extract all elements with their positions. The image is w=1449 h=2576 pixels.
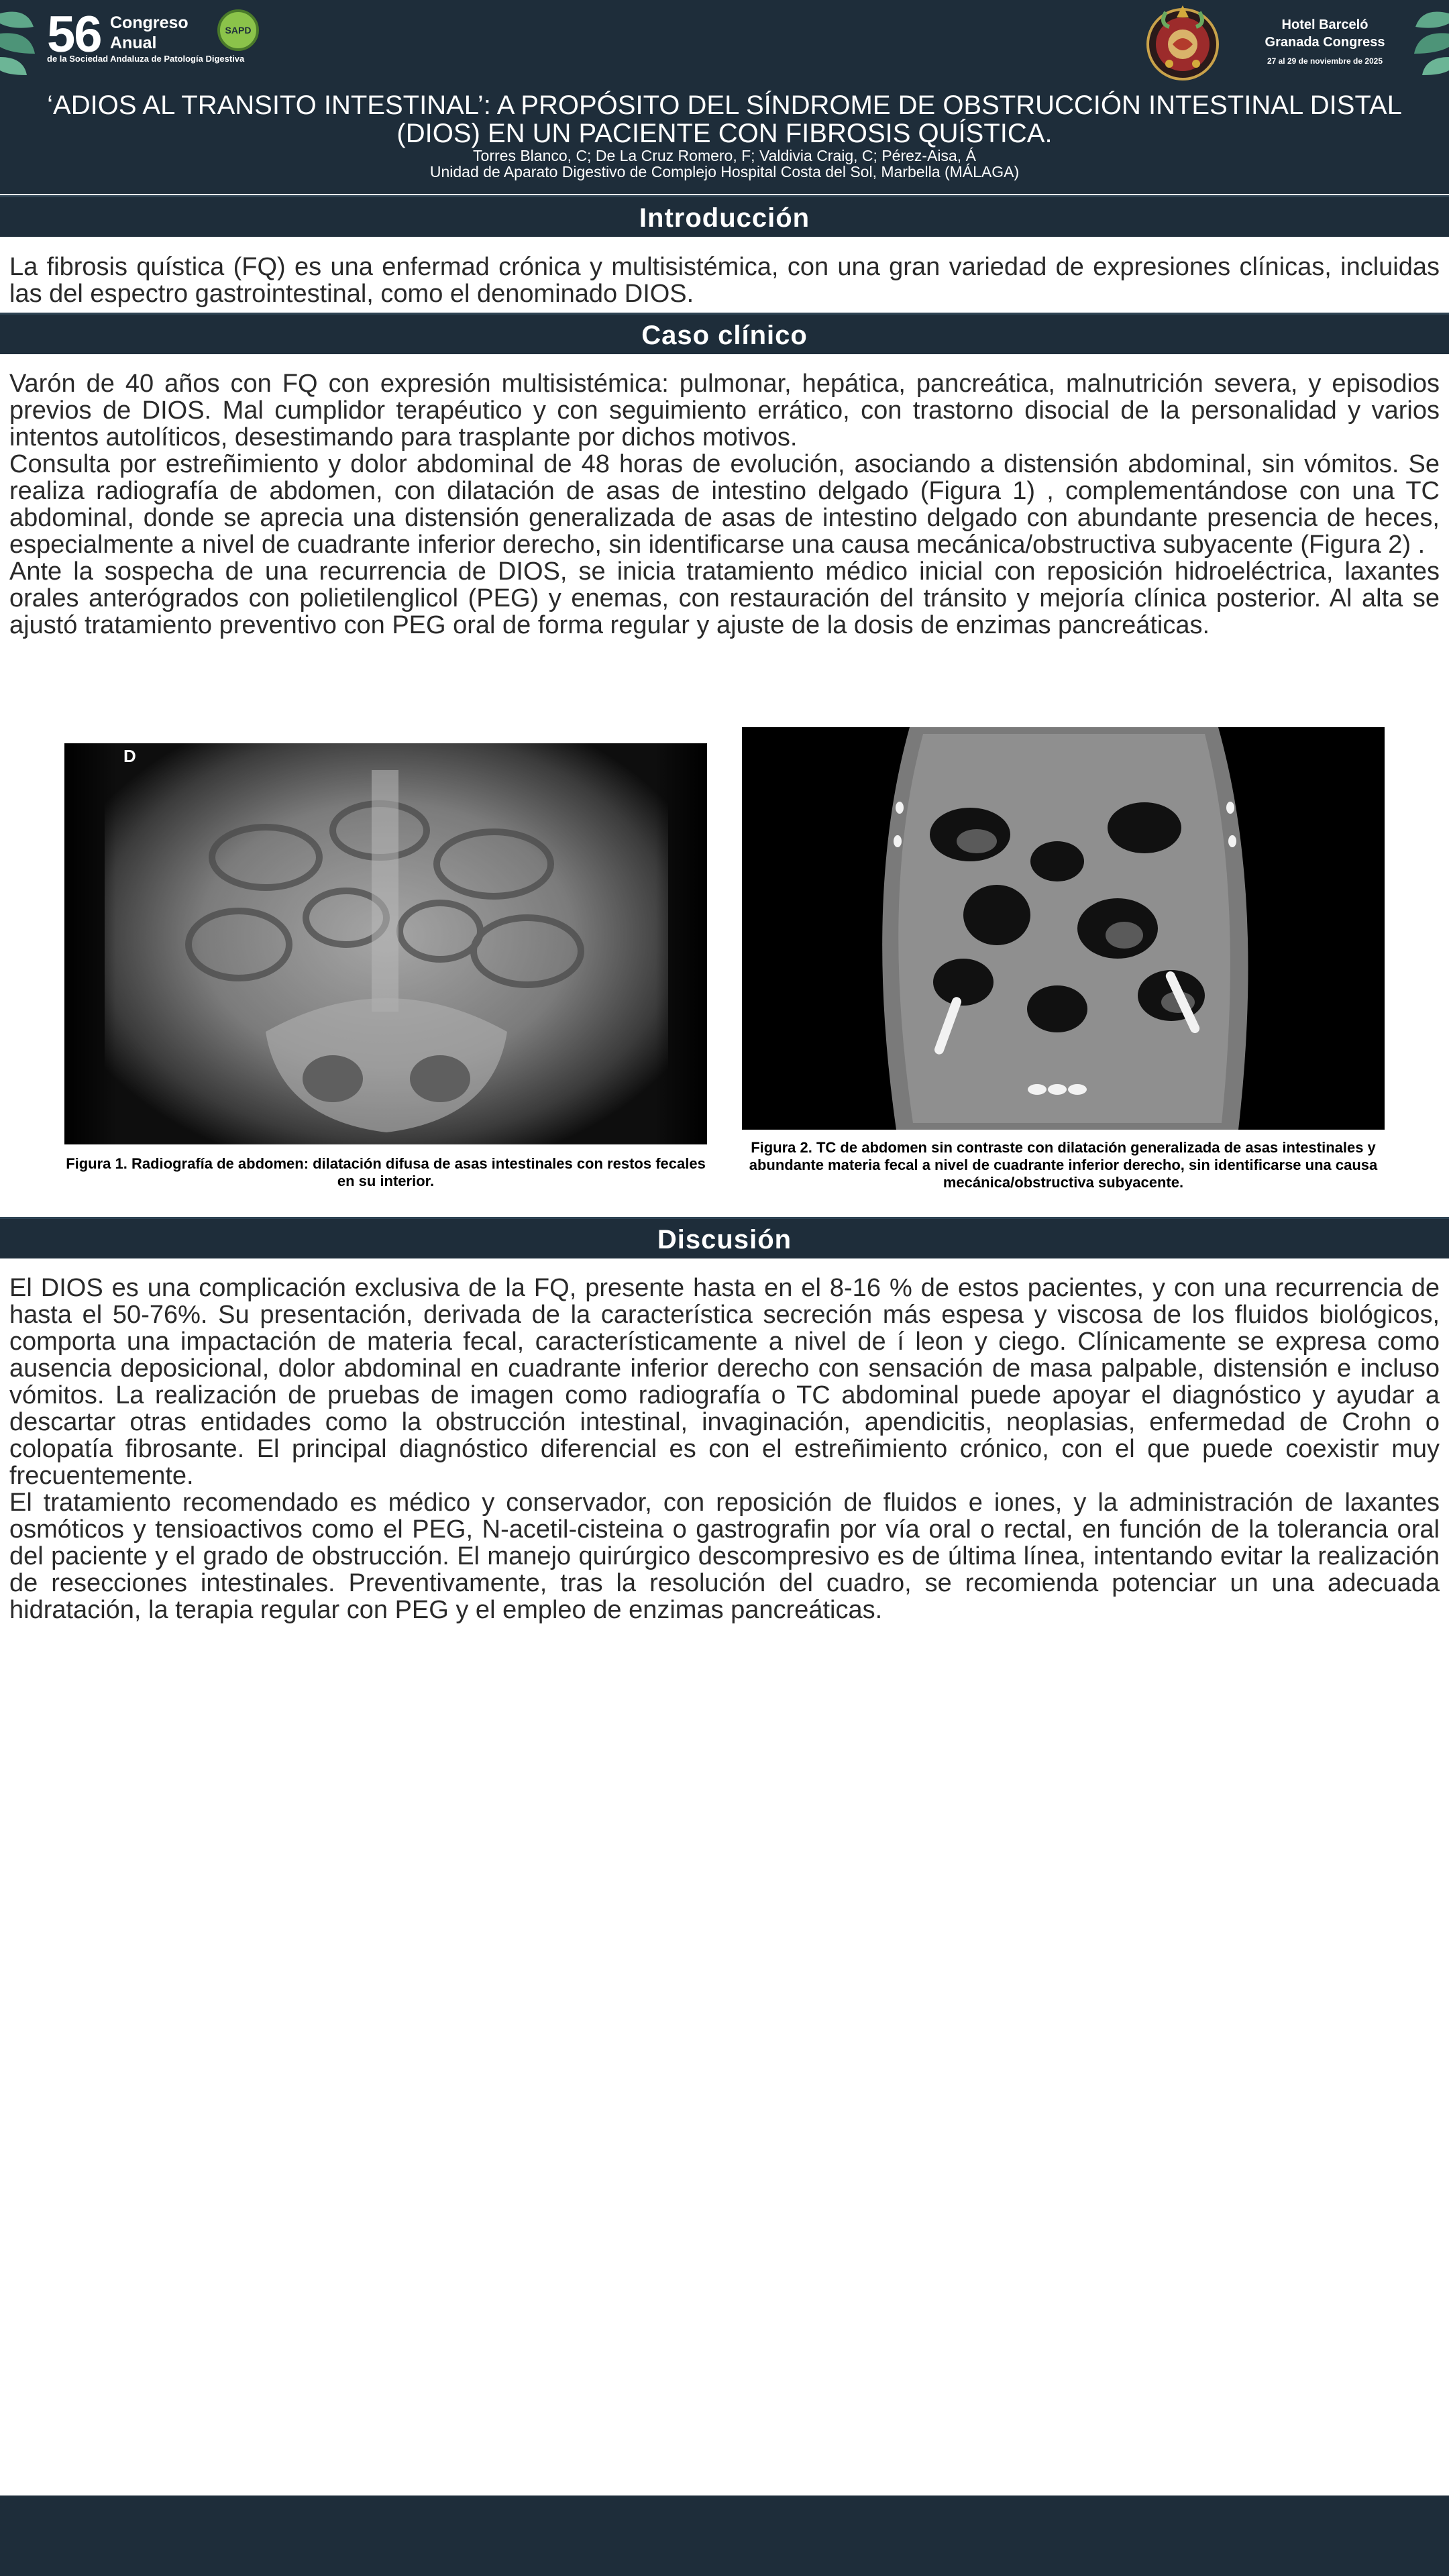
- figure-2-ct: [742, 727, 1385, 1130]
- figure-2-caption: Figura 2. TC de abdomen sin contraste con dilatación generalizada de asas intestinales y abundante materia fecal a nivel de cuadrante inferior derecho, sin identificarse una causa mecánica/obstructiva subyacente.: [749, 1139, 1378, 1191]
- intro-text: [9, 254, 1440, 307]
- case-paragraph: Consulta por estreñimiento y dolor abdominal de 48 horas de evolución, asociando a distensión abdominal, sin vómitos. Se realiza radiografía de abdomen, con dilatación de asas de intestino delgado (Figura 1) , complementándose con una TC abdominal, donde se aprecia una distensión generalizada de asas de intestino delgado con abundante presencia de heces, especialmente a nivel de cuadrante inferior derecho, sin identificarse una causa mecánica/obstructiva subyacente (Figura 2) .: [9, 450, 1440, 559]
- case-paragraph: Varón de 40 años con FQ con expresión multisistémica: pulmonar, hepática, pancreática, malnutrición severa, y episodios previos de DIOS. Mal cumplidor terapéutico y con seguimiento errático, con trastorno disocial de la personalidad y varios intentos autolíticos, desestimando para trasplante por dichos motivos.: [9, 370, 1440, 451]
- figure-1-caption: Figura 1. Radiografía de abdomen: dilatación difusa de asas intestinales con restos fecales en su interior.: [66, 1155, 706, 1189]
- section-heading-discussion: Discusión: [0, 1217, 1449, 1258]
- section-heading-intro: Introducción: [0, 195, 1449, 237]
- congress-dates: 27 al 29 de noviembre de 2025: [1267, 56, 1383, 66]
- poster-header: [0, 0, 1449, 194]
- discussion-paragraph: El tratamiento recomendado es médico y conservador, con reposición de fluidos e iones, y la administración de laxantes osmóticos y tensioactivos como el PEG, N-acetil-cisteina o gastrografin por vía oral o rectal, en función de la tolerancia oral del paciente y el grado de obstrucción. El manejo quirúrgico descompresivo es de última línea, intentando evitar la realización de resecciones intestinales. Preventivamente, tras la resolución del cuadro, se recomienda potenciar un una adecuada hidratación, la terapia regular con PEG y el empleo de enzimas pancreáticas.: [9, 1489, 1440, 1624]
- xray-image: [64, 743, 707, 1144]
- granada-emblem-icon: [1139, 0, 1226, 84]
- poster-title: ‘ADIOS AL TRANSITO INTESTINAL’: A PROPÓSITO DEL SÍNDROME DE OBSTRUCCIÓN INTESTINAL DISTAL (DIOS) EN UN PACIENTE CON FIBROSIS QUÍSTICA.: [47, 91, 1402, 148]
- figure-1-xray: [64, 743, 707, 1144]
- discussion-paragraph: El DIOS es una complicación exclusiva de la FQ, presente hasta en el 8-16 % de estos pacientes, y con una recurrencia de hasta el 50-76%. Su presentación, derivada de la característica secreción más espesa y viscosa de los fluidos biológicos, comporta una impactación de materia fecal, característicamente a nivel de í leon y ciego. Clínicamente se expresa como ausencia deposicional, dolor abdominal en cuadrante inferior derecho con sensación de masa palpable, distensión e incluso vómitos. La realización de pruebas de imagen como radiografía o TC abdominal puede apoyar el diagnóstico y ayudar a descartar otras entidades como la obstrucción intestinal, invaginación, apendicitis, neoplasias, enfermedad de Crohn o colopatía fibrosante. El principal diagnóstico diferencial es con el estreñimiento crónico, con el que puede coexistir muy frecuentemente.: [9, 1274, 1440, 1490]
- affiliation: Unidad de Aparato Digestivo de Complejo Hospital Costa del Sol, Marbella (MÁLAGA): [429, 163, 1020, 180]
- xray-side-marker: D: [123, 746, 136, 766]
- case-paragraph: Ante la sospecha de una recurrencia de DIOS, se inicia tratamiento médico inicial con reposición hidroeléctrica, laxantes orales anterógrados con polietilenglicol (PEG) y enemas, con restauración del tránsito y mejoría clínica posterior. Al alta se ajustó tratamiento preventivo con PEG oral de forma regular y ajuste de la dosis de enzimas pancreáticas.: [9, 557, 1440, 639]
- leaf-decoration-icon: [1409, 0, 1449, 80]
- section-heading-case: Caso clínico: [0, 313, 1449, 354]
- case-text: [9, 370, 1440, 639]
- discussion-text: [9, 1275, 1440, 1623]
- sapd-badge: SAPD: [217, 9, 259, 51]
- intro-paragraph: La fibrosis quística (FQ) es una enfermad crónica y multisistémica, con una gran variedad de expresiones clínicas, incluidas las del espectro gastrointestinal, como el denominado DIOS.: [9, 253, 1440, 308]
- leaf-decoration-icon: [0, 0, 40, 80]
- congress-word: Congreso: [110, 13, 189, 32]
- venue-hotel: Hotel Barceló: [1281, 17, 1368, 32]
- authors: Torres Blanco, C; De La Cruz Romero, F; Valdivia Craig, C; Pérez-Aisa, Á: [473, 147, 976, 164]
- congress-number: 56: [47, 6, 101, 63]
- society-name: de la Sociedad Andaluza de Patología Digestiva: [47, 54, 245, 64]
- annual-word: Anual: [110, 34, 157, 52]
- venue-info: [1248, 16, 1402, 66]
- venue-name: Granada Congress: [1265, 35, 1385, 50]
- ct-image: [742, 727, 1385, 1130]
- poster-footer: [0, 2496, 1449, 2576]
